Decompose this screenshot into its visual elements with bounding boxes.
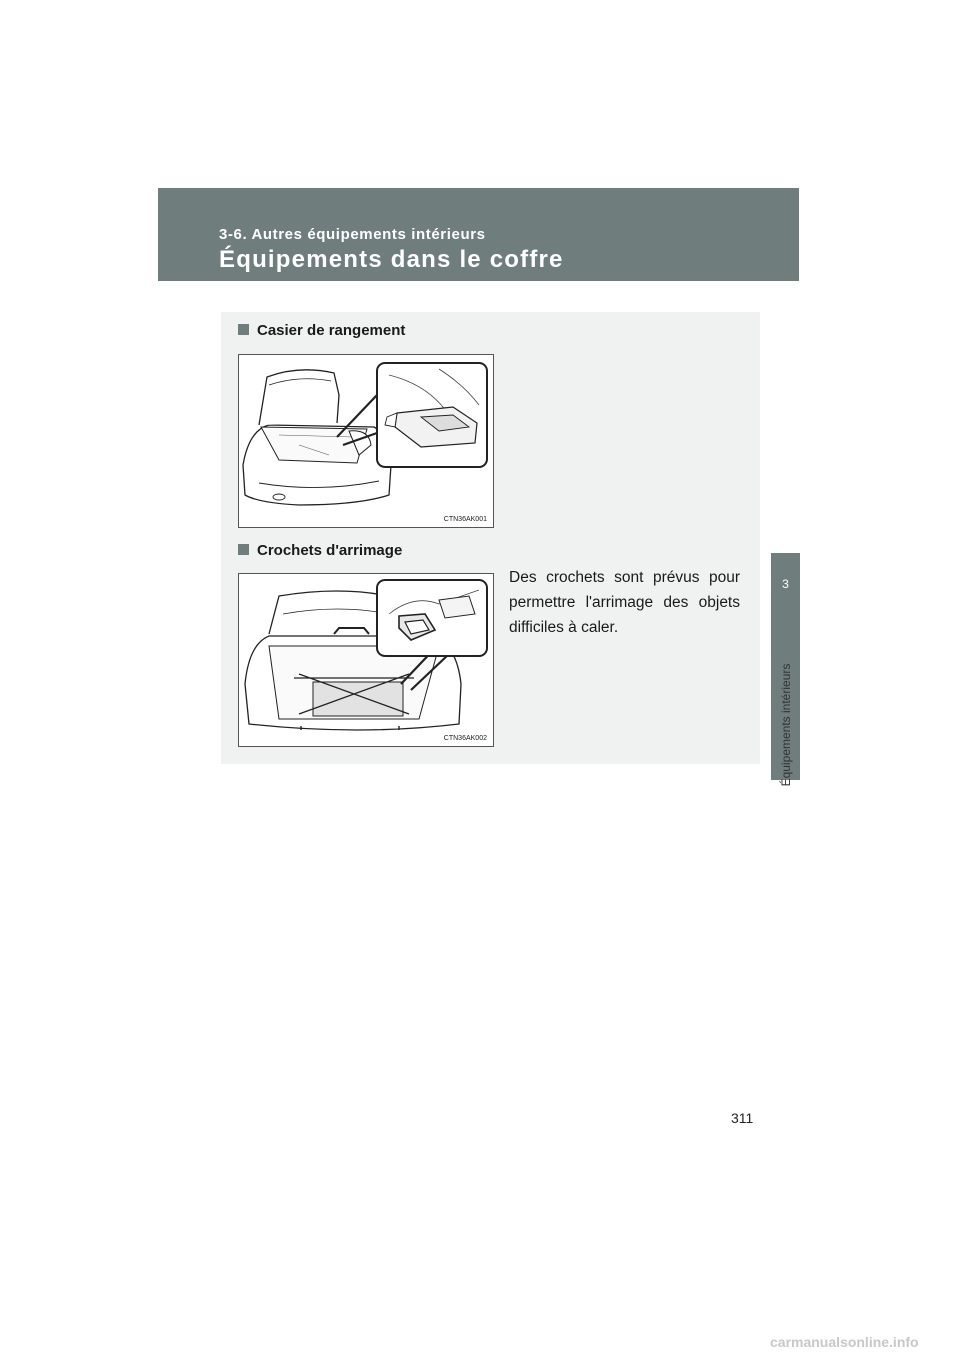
page-number: 311 bbox=[731, 1110, 754, 1126]
figure-code: CTN36AK002 bbox=[443, 735, 487, 742]
subsection-heading-text: Crochets d'arrimage bbox=[257, 542, 403, 559]
car-trunk-hooks-illustration bbox=[239, 574, 493, 746]
chapter-tab-label bbox=[774, 640, 798, 810]
section-label: 3-6. Autres équipements intérieurs bbox=[219, 226, 486, 243]
hooks-description: Des crochets sont prévus pour permettre l'arrimage des objets difficiles à caler. bbox=[509, 569, 740, 636]
page-title: Équipements dans le coffre bbox=[219, 246, 564, 273]
figure-code: CTN36AK001 bbox=[443, 516, 487, 523]
figure-storage-box bbox=[238, 354, 494, 528]
square-bullet-icon bbox=[238, 324, 249, 335]
subsection-heading-text: Casier de rangement bbox=[257, 322, 406, 339]
chapter-header bbox=[158, 188, 799, 281]
square-bullet-icon bbox=[238, 544, 249, 555]
car-trunk-storage-illustration bbox=[239, 355, 493, 527]
watermark-text: carmanualsonline.info bbox=[770, 1334, 919, 1350]
subsection-heading-hooks bbox=[238, 542, 402, 559]
figure-tie-down-hooks bbox=[238, 573, 494, 747]
subsection-heading-storage bbox=[238, 322, 405, 339]
chapter-tab-text: Équipements intérieurs bbox=[779, 663, 793, 787]
chapter-number: 3 bbox=[782, 577, 789, 591]
